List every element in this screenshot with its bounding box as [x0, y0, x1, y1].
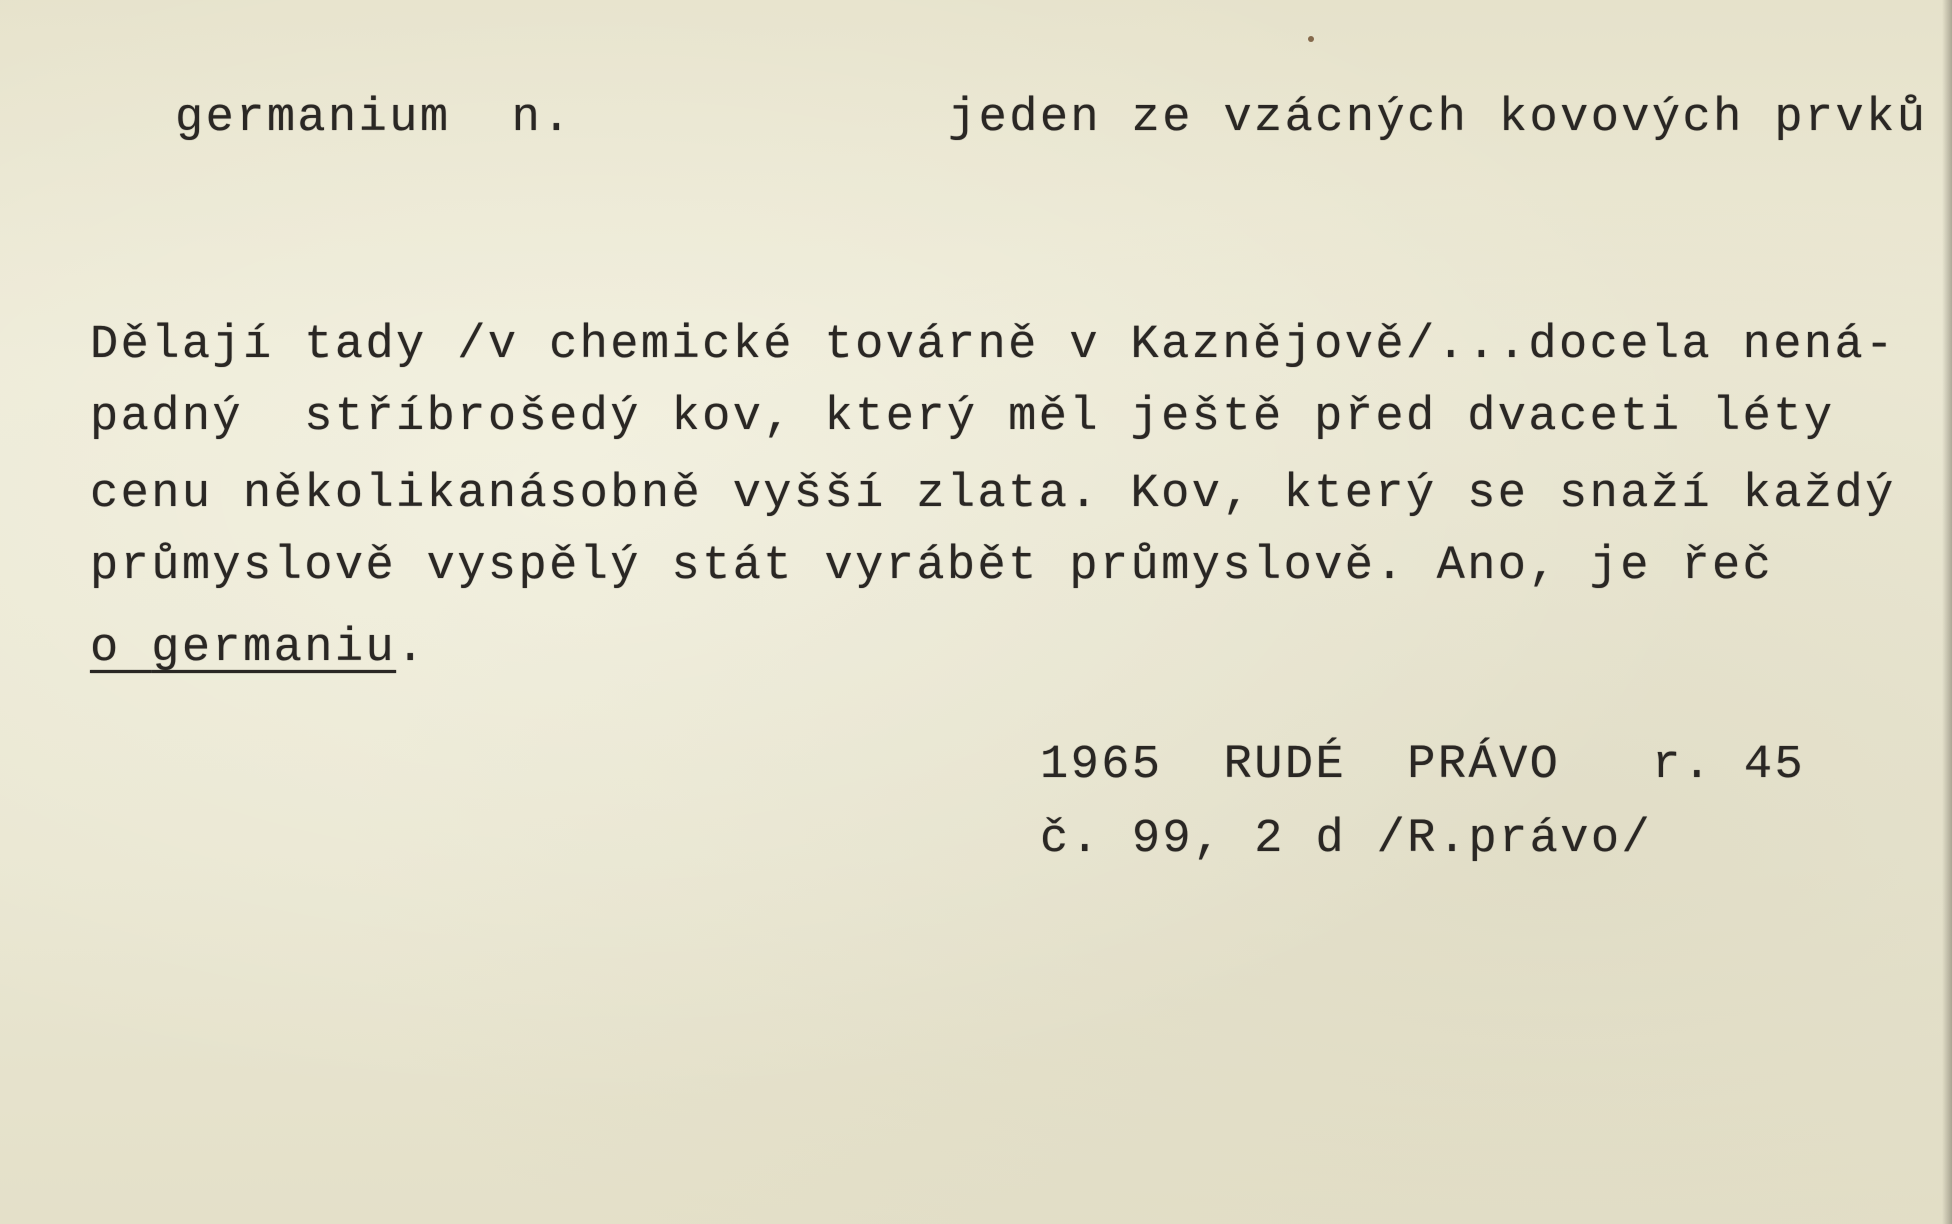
quote-last-line [90, 622, 427, 675]
gender-abbreviation: n. [511, 92, 573, 145]
headword: germanium [175, 92, 451, 145]
definition: jeden ze vzácných kovových prvků [948, 92, 1928, 145]
underlined-prefix: o [90, 622, 152, 675]
underlined-term: germaniu [151, 622, 397, 675]
quote-line: cenu několikanásobně vyšší zlata. Kov, který se snaží každý [90, 468, 1896, 521]
source-citation-line-1: 1965 RUDÉ PRÁVO r. 45 [1040, 739, 1806, 792]
source-citation-line-2: č. 99, 2 d /R.právo/ [1040, 813, 1653, 866]
headword-line [175, 92, 573, 145]
ink-speck [1308, 36, 1314, 42]
quote-end-period: . [396, 622, 427, 675]
quote-line: padný stříbrošedý kov, který měl ještě před dvaceti léty [90, 391, 1835, 444]
quote-line: průmyslově vyspělý stát vyrábět průmyslově. Ano, je řeč [90, 540, 1774, 593]
quote-line: Dělají tady /v chemické továrně v Kaznějově/...docela nená- [90, 319, 1896, 372]
